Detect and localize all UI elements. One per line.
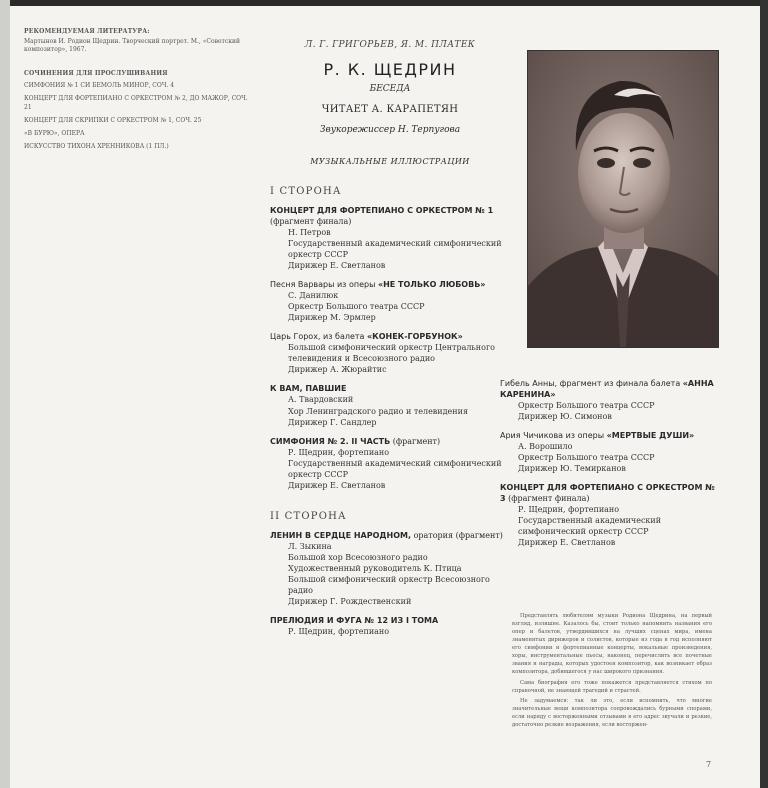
- composer-portrait: [527, 50, 719, 348]
- subtitle: БЕСЕДА: [369, 84, 411, 94]
- track-heading: [270, 436, 510, 447]
- reader-credit: ЧИТАЕТ А. КАРАПЕТЯН: [321, 104, 459, 115]
- performer-line: Художественный руководитель К. Птица: [288, 563, 462, 573]
- track: [270, 331, 510, 375]
- musical-illustrations-heading: МУЗЫКАЛЬНЫЕ ИЛЛЮСТРАЦИИ: [310, 157, 470, 166]
- composer-title: Р. К. ЩЕДРИН: [323, 60, 457, 79]
- track-prefix: Царь Горох, из балета: [270, 332, 367, 342]
- performer-line: Н. Петров: [288, 228, 331, 238]
- track-title: КОНЦЕРТ ДЛЯ ФОРТЕПИАНО С ОРКЕСТРОМ № 1: [270, 206, 494, 215]
- work-item: КОНЦЕРТ ДЛЯ ФОРТЕПИАНО С ОРКЕСТРОМ № 2, ДО МАЖОР, СОЧ. 21: [24, 95, 248, 111]
- work-item: КОНЦЕРТ ДЛЯ СКРИПКИ С ОРКЕСТРОМ № 1, СОЧ. 25: [24, 116, 202, 124]
- works-list: [24, 82, 254, 151]
- literature-heading: РЕКОМЕНДУЕМАЯ ЛИТЕРАТУРА:: [24, 28, 150, 35]
- track-heading: [270, 205, 510, 227]
- track-title: «НЕ ТОЛЬКО ЛЮБОВЬ»: [377, 280, 486, 290]
- track-note: (фрагмент финала): [508, 494, 590, 504]
- track-title: ЛЕНИН В СЕРДЦЕ НАРОДНОМ,: [270, 530, 412, 540]
- performer-line: Дирижер Г. Рождественский: [288, 596, 412, 606]
- performer-line: Р. Щедрин, фортепиано: [288, 626, 390, 636]
- performer-line: А. Твардовский: [288, 395, 354, 405]
- track-heading: [270, 530, 510, 541]
- performer-line: Большой симфонический оркестр Всесоюзного радио: [288, 574, 490, 595]
- track: [270, 530, 510, 607]
- track-title: ПРЕЛЮДИЯ И ФУГА № 12 ИЗ I ТОМА: [270, 615, 439, 625]
- performer-line: Дирижер Ю. Симонов: [518, 412, 612, 422]
- track-note: (фрагмент финала): [270, 217, 352, 227]
- right-column: [500, 370, 720, 548]
- page-number: 7: [706, 760, 712, 769]
- track: [270, 383, 510, 427]
- track-heading: [500, 378, 720, 400]
- performer-line: Дирижер Е. Светланов: [288, 480, 386, 490]
- track-title: «КОНЕК-ГОРБУНОК»: [367, 332, 463, 342]
- performer-line: Дирижер Е. Светланов: [518, 538, 616, 548]
- performer-line: А. Ворошило: [518, 442, 573, 452]
- performer-line: Государственный академический симфонический оркестр СССР: [288, 458, 502, 479]
- performer-line: Л. Зыкина: [288, 541, 332, 551]
- page-edge-left: [0, 0, 10, 788]
- track-prefix: Гибель Анны, фрагмент из финала балета: [500, 379, 683, 388]
- track-prefix: Ария Чичикова из оперы: [500, 431, 607, 441]
- side-one-tracklist: [270, 205, 510, 491]
- track: [500, 482, 720, 548]
- side-two-heading: II СТОРОНА: [270, 510, 347, 522]
- performer-line: Оркестр Большого театра СССР: [518, 453, 655, 463]
- work-item: ИСКУССТВО ТИХОНА ХРЕННИКОВА (1 ПЛ.): [24, 142, 169, 150]
- track-prefix: Песня Варвары из оперы: [270, 280, 378, 290]
- performer-line: Дирижер А. Жюрайтис: [288, 365, 387, 375]
- track: [500, 378, 720, 422]
- track-note: (фрагмент): [392, 436, 441, 446]
- performer-line: Дирижер Е. Светланов: [288, 261, 386, 271]
- performer-line: Большой симфонический оркестр Центрального телевидения и Всесоюзного радио: [288, 343, 495, 364]
- performer-line: Государственный академический симфонический оркестр СССР: [518, 516, 662, 537]
- track: [270, 436, 510, 491]
- biography-text: [512, 612, 712, 731]
- track-heading: [500, 430, 720, 441]
- performer-line: Хор Ленинградского радио и телевидения: [288, 406, 469, 416]
- track-heading: [270, 331, 510, 342]
- page-edge-right: [760, 0, 768, 788]
- performer-line: Оркестр Большого театра СССР: [288, 302, 425, 312]
- track-title: КОНЦЕРТ ДЛЯ ФОРТЕПИАНО С ОРКЕСТРОМ № 3: [500, 483, 715, 504]
- portrait-illustration: [528, 51, 718, 347]
- literature-reference: Мартынов И. Родион Щедрин. Творческий портрет. М., «Советский композитор», 1967.: [24, 38, 240, 54]
- performer-line: Государственный академический симфонический оркестр СССР: [288, 239, 502, 260]
- track-heading: [270, 279, 510, 290]
- page-edge-top: [0, 0, 768, 6]
- work-item: «В БУРЮ», ОПЕРА: [24, 129, 85, 137]
- bio-paragraph: Не задумаемся: так ли это, если вспомнить, что многие значительные вещи композитора сопровождались бурными спорами, если наряду с восторженными отзывами в его адрес звучали и резкие, достаточно резкие возражения, если восторжен-: [512, 697, 712, 728]
- performer-line: Оркестр Большого театра СССР: [518, 401, 655, 411]
- performer-line: Дирижер Г. Сандлер: [288, 417, 377, 427]
- track-note: оратория (фрагмент): [413, 530, 503, 540]
- track-title: СИМФОНИЯ № 2. II ЧАСТЬ: [270, 436, 391, 446]
- track: [270, 205, 510, 271]
- bio-paragraph: Представлять любителям музыки Родиона Щедрина, на первый взгляд, излишне. Казалось бы, стоит только напомнить названия его опер и балетов, утвердившихся на лучших сценах мира, имена знаменитых дирижеров и солистов, которые из года в год исполняют его симфонии и фортепианные концерты, вокальные произведения, хоры, инструментальные пьесы, наконец, перечислить все почетные звания и награды, которых удостоен композитор, как возникает образ композитора, добившегося у нас широкого признания.: [512, 613, 712, 676]
- center-column: [270, 40, 510, 637]
- track-heading: [500, 482, 720, 504]
- track-heading: [270, 615, 510, 626]
- track-title: «АННА КАРЕНИНА»: [500, 379, 714, 400]
- performer-line: Дирижер Ю. Темирканов: [518, 464, 626, 474]
- performer-line: Большой хор Всесоюзного радио: [288, 552, 428, 562]
- side-one-heading: I СТОРОНА: [270, 186, 342, 197]
- bio-paragraph: Сама биография его тоже покажется представляется стихом по справочной, не знающей трагедий и страстей.: [512, 679, 712, 694]
- right-tracklist: [500, 378, 720, 548]
- performer-line: Р. Щедрин, фортепиано: [288, 447, 390, 457]
- sound-engineer-credit: Звукорежиссер Н. Терпугова: [319, 125, 461, 135]
- left-column: [24, 28, 254, 156]
- performer-line: Дирижер М. Эрмлер: [288, 313, 376, 323]
- performer-line: С. Данилюк: [288, 291, 339, 301]
- performer-line: Р. Щедрин, фортепиано: [518, 505, 620, 515]
- works-heading: СОЧИНЕНИЯ ДЛЯ ПРОСЛУШИВАНИЯ: [24, 70, 168, 78]
- authors: Л. Г. ГРИГОРЬЕВ, Я. М. ПЛАТЕК: [304, 40, 476, 50]
- work-item: СИМФОНИЯ № 1 СИ БЕМОЛЬ МИНОР, СОЧ. 4: [24, 82, 175, 90]
- track-title: К ВАМ, ПАВШИЕ: [270, 384, 347, 394]
- track-heading: [270, 383, 510, 394]
- side-two-tracklist: [270, 530, 510, 637]
- track: [270, 279, 510, 323]
- track: [500, 430, 720, 474]
- track: [270, 615, 510, 637]
- track-title: «МЕРТВЫЕ ДУШИ»: [606, 431, 695, 441]
